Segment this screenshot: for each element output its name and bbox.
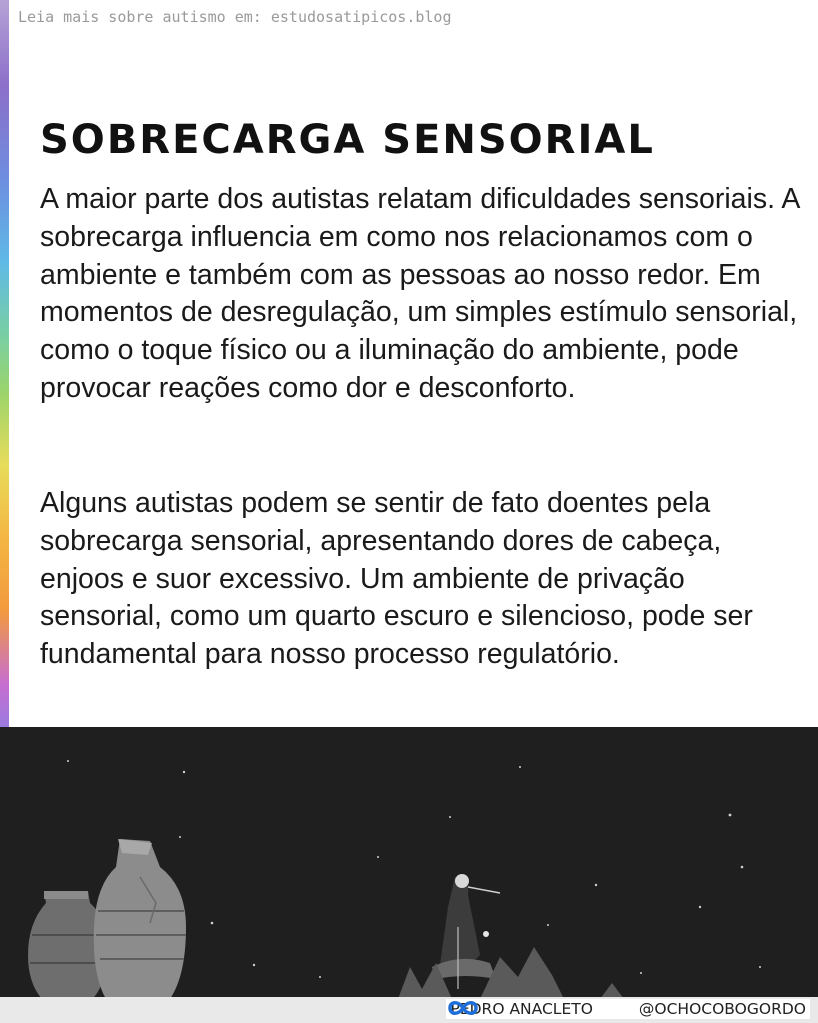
night-scene-svg [0, 727, 818, 1023]
rocks [398, 947, 624, 999]
star [729, 814, 732, 817]
star [377, 856, 379, 858]
star [519, 766, 521, 768]
vase-large [94, 839, 186, 999]
star [595, 884, 597, 886]
night-scene-illustration [0, 727, 818, 1023]
rock [480, 947, 564, 999]
star [319, 976, 321, 978]
star [179, 836, 181, 838]
site-link-text: Leia mais sobre autismo em: estudosatipicos.blog [18, 8, 452, 26]
credit-bar [446, 999, 810, 1019]
figure-silhouette [432, 874, 500, 989]
social-handle: @OCHOCOBOGORDO [638, 1000, 806, 1018]
star [547, 924, 549, 926]
author-name: PEDRO ANACLETO [450, 1000, 593, 1018]
star [741, 866, 744, 869]
rock [600, 983, 624, 999]
article-paragraph-2: Alguns autistas podem se sentir de fato doentes pela sobrecarga sensorial, apresentando dores de cabeça, enjoos e suor excessivo. Um ambiente de privação sensorial, como um quarto escuro e silencioso, pode ser fundamental para nosso processo regulatório. [40, 487, 753, 671]
star [449, 816, 451, 818]
star [67, 760, 69, 762]
rainbow-edge-stripe [0, 0, 9, 727]
article-paragraph-1: A maior parte dos autistas relatam dificuldades sensoriais. A sobrecarga influencia em como nos relacionamos com o ambiente e também com as pessoas ao nosso redor. Em momentos de desregulação, um simples estímulo sensorial, como o toque físico ou a iluminação do ambiente, pode provocar reações como dor e desconforto. [40, 183, 799, 404]
article-title: SOBRECARGA SENSORIAL [40, 117, 655, 163]
star [183, 771, 185, 773]
star [699, 906, 701, 908]
infinity-icon [599, 1000, 633, 1018]
star [640, 972, 642, 974]
star [211, 922, 214, 925]
star [253, 964, 255, 966]
star [759, 966, 761, 968]
